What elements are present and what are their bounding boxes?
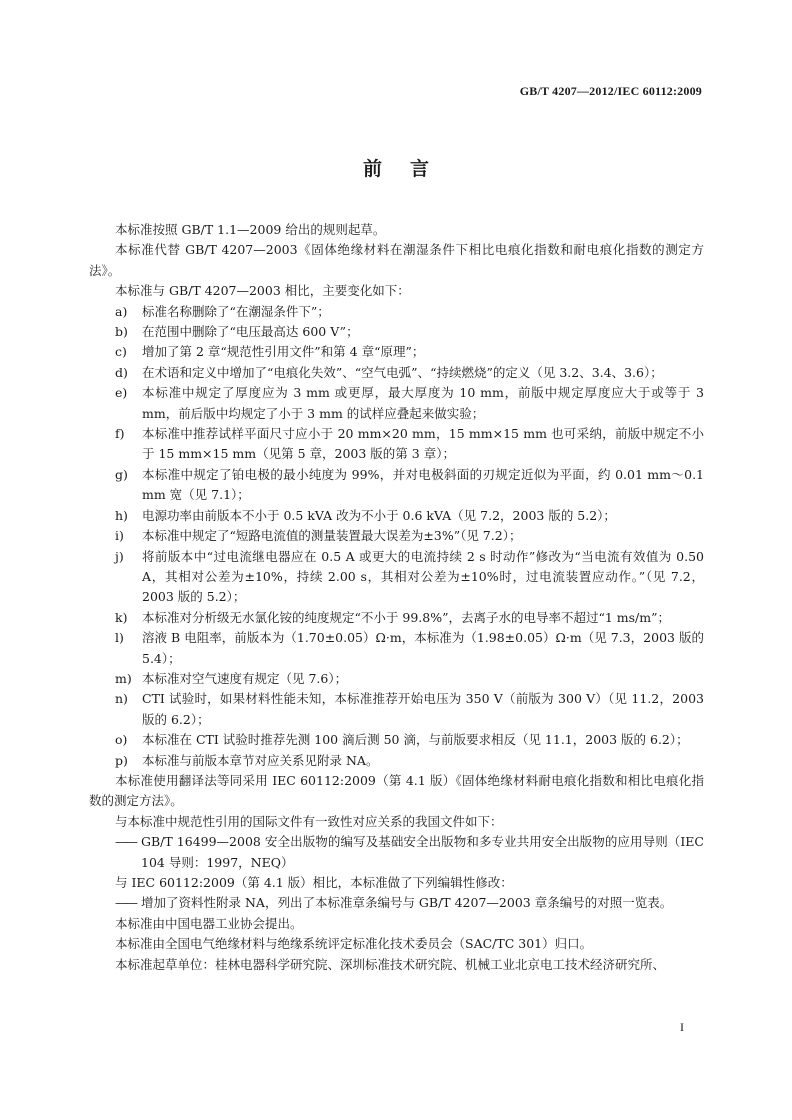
page-title: 前言: [362, 158, 457, 180]
list-item: [89, 383, 704, 424]
list-item-text: 本标准中规定了“短路电流值的测量装置最大误差为±3%”（见 7.2）；: [142, 528, 522, 544]
paragraph-edit-intro: 与 IEC 60112:2009（第 4.1 版）相比，本标准做了下列编辑性修改：: [115, 875, 513, 890]
paragraph-changes-intro: 本标准与 GB/T 4207—2003 相比，主要变化如下：: [115, 283, 410, 299]
list-item: [89, 363, 704, 383]
list-item: [89, 751, 704, 771]
paragraph-proposed-by: 本标准由中国电器工业协会提出。: [115, 915, 303, 931]
list-item-text: 本标准对空气速度有规定（见 7.6）；: [142, 670, 348, 686]
list-marker: k): [115, 609, 128, 625]
list-item-text: 本标准中规定了铂电极的最小纯度为 99%，并对电极斜面的刃规定近似为平面，约 0.01 mm～0.1 mm 宽（见 7.1）；: [142, 466, 704, 503]
paragraph-drafting-rules: 本标准按照 GB/T 1.1—2009 给出的规则起草。: [115, 222, 386, 237]
list-marker: a): [115, 303, 128, 319]
list-item: [89, 342, 704, 362]
page-number: I: [680, 1020, 684, 1034]
list-item-text: 本标准与前版本章节对应关系见附录 NA。: [142, 752, 379, 768]
list-marker: m): [115, 670, 132, 686]
list-item: [89, 302, 704, 322]
dash-list-item: [89, 832, 704, 873]
list-item: [89, 547, 704, 608]
list-marker: i): [115, 528, 124, 544]
list-marker: o): [115, 732, 128, 748]
list-marker: h): [115, 507, 128, 523]
list-item: [89, 628, 704, 669]
list-item-text: 标准名称删除了“在潮湿条件下”；: [142, 303, 330, 319]
list-item-text: CTI 试验时，如果材料性能未知，本标准推荐开始电压为 350 V（前版为 300 V）（见 11.2，2003 版的 6.2）；: [142, 691, 704, 727]
document-body: [89, 220, 704, 975]
list-marker: b): [115, 324, 128, 340]
list-item: [89, 526, 704, 546]
list-item: [89, 322, 704, 342]
list-item-text: 本标准对分析级无水氯化铵的纯度规定“不小于 99.8%”，去离子水的电导率不超过“1 ms/m”；: [142, 609, 671, 625]
paragraph-translation-method: 本标准使用翻译法等同采用 IEC 60112:2009（第 4.1 版）《固体绝缘材料耐电痕化指数和相比电痕化指数的测定方法》。: [89, 772, 704, 809]
paragraph-refs-intro: 与本标准中规范性引用的国际文件有一致性对应关系的我国文件如下：: [115, 813, 503, 829]
dash-list-item: [89, 893, 704, 913]
list-marker: p): [115, 752, 128, 768]
list-item: [89, 730, 704, 750]
list-item: [89, 689, 704, 730]
list-item-text: 将前版本中“过电流继电器应在 0.5 A 或更大的电流持续 2 s 时动作”修改为“当电流有效值为 0.50 A，其相对公差为±10%，持续 2.00 s，其相对公差为±10%时，过电流装置应动作。”（见 7.2，2003 版的 5.2）；: [142, 548, 704, 605]
list-marker: d): [115, 364, 128, 380]
standard-code: GB/T 4207—2012/IEC 60112:2009: [519, 84, 702, 98]
dash-marker: ——: [115, 834, 136, 850]
list-marker: e): [115, 385, 128, 401]
list-item-text: 溶液 B 电阻率，前版本为（1.70±0.05）Ω·m，本标准为（1.98±0.05）Ω·m（见 7.3，2003 版的 5.4）；: [142, 630, 704, 666]
list-marker: j): [115, 548, 124, 564]
list-item: [89, 465, 704, 506]
paragraph-governed-by: 本标准由全国电气绝缘材料与绝缘系统评定标准化技术委员会（SAC/TC 301）归口。: [115, 936, 593, 952]
list-item-text: 电源功率由前版本不小于 0.5 kVA 改为不小于 0.6 kVA（见 7.2，2003 版的 5.2）；: [142, 507, 616, 523]
dash-item-text: 增加了资料性附录 NA，列出了本标准章条编号与 GB/T 4207—2003 章条编号的对照一览表。: [141, 895, 673, 911]
list-item-text: 在范围中删除了“电压最高达 600 V”；: [142, 324, 359, 340]
list-marker: l): [115, 630, 124, 646]
list-item-text: 本标准在 CTI 试验时推荐先测 100 滴后测 50 滴，与前版要求相反（见 11.1，2003 版的 6.2）；: [142, 732, 689, 748]
list-item: [89, 506, 704, 526]
list-item-text: 增加了第 2 章“规范性引用文件”和第 4 章“原理”；: [142, 344, 425, 360]
list-item: [89, 669, 704, 689]
list-marker: f): [115, 426, 125, 442]
list-item-text: 本标准中推荐试样平面尺寸应小于 20 mm×20 mm，15 mm×15 mm 也可采纳，前版中规定不小于 15 mm×15 mm（见第 5 章，2003 版的第 3 章）；: [142, 426, 704, 462]
changes-list: [89, 302, 704, 771]
list-marker: c): [115, 344, 127, 360]
list-marker: n): [115, 691, 128, 707]
list-item: [89, 608, 704, 628]
dash-marker: ——: [115, 895, 136, 911]
list-item-text: 本标准中规定了厚度应为 3 mm 或更厚，最大厚度为 10 mm，前版中规定厚度应大于或等于 3 mm，前后版中均规定了小于 3 mm 的试样应叠起来做实验；: [142, 385, 704, 421]
list-item-text: 在术语和定义中增加了“电痕化失效”、“空气电弧”、“持续燃烧”的定义（见 3.2、3.4、3.6）；: [142, 364, 663, 380]
list-item: [89, 424, 704, 465]
dash-item-text: GB/T 16499—2008 安全出版物的编写及基础安全出版物和多专业共用安全出版物的应用导则（IEC 104 导则：1997，NEQ）: [141, 834, 704, 870]
paragraph-drafting-units: 本标准起草单位：桂林电器科学研究院、深圳标准技术研究院、机械工业北京电工技术经济研究所、: [115, 956, 666, 972]
paragraph-replaces: 本标准代替 GB/T 4207—2003《固体绝缘材料在潮湿条件下相比电痕化指数和耐电痕化指数的测定方法》。: [89, 242, 704, 278]
list-marker: g): [115, 466, 128, 482]
